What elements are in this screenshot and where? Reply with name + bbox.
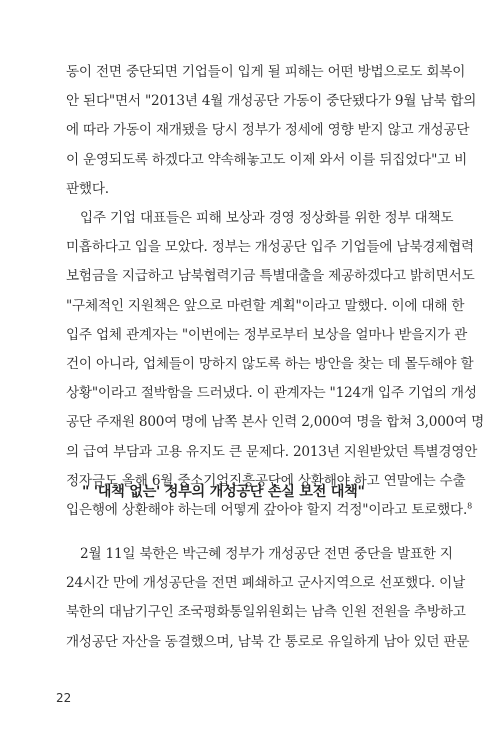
text-line: "구체적인 지원책은 앞으로 마련할 계획"이라고 말했다. 이에 대해 한 xyxy=(66,297,465,314)
text-line: 건이 아니라, 업체들이 망하지 않도록 하는 방안을 찾는 데 몰두해야 할 xyxy=(66,355,474,372)
text-line: 의 급여 부담과 고용 유지도 큰 문제다. 2013년 지원받았던 특별경영안 xyxy=(66,443,478,460)
text-line: 미흡하다고 입을 모았다. 정부는 개성공단 입주 기업들에 남북경제협력 xyxy=(66,239,474,256)
footnote-marker[interactable]: 8 xyxy=(467,501,472,511)
text-line: 입주 업체 관계자는 "이번에는 정부로부터 보상을 얼마나 받을지가 관 xyxy=(66,326,468,343)
text-line: 24시간 만에 개성공단을 전면 폐쇄하고 군사지역으로 선포했다. 이날 xyxy=(66,575,466,592)
text-line: 입주 기업 대표들은 피해 보상과 경영 정상화를 위한 정부 대책도 xyxy=(80,210,454,226)
text-line: 정자금도 올해 6월 중소기업진흥공단에 상환해야 하고 연말에는 수출 xyxy=(66,472,466,489)
text-line: 판했다. xyxy=(66,180,109,197)
text-line: 북한의 대남기구인 조국평화통일위원회는 남측 인원 전원을 추방하고 xyxy=(66,604,466,621)
page-number: 22 xyxy=(56,691,72,705)
text-line: 2월 11일 북한은 박근혜 정부가 개성공단 전면 중단을 발표한 지 xyxy=(80,546,453,562)
paragraph-company-reaction xyxy=(66,204,485,525)
text-line: 보험금을 지급하고 남북협력기금 특별대출을 제공하겠다고 밝히면서도 xyxy=(66,268,475,285)
paragraph-north-korea-response xyxy=(66,540,470,657)
text-line: 입은행에 상환해야 하는데 어떻게 갚아야 할지 걱정"이라고 토로했다. xyxy=(66,501,468,518)
text-line: 안 된다"면서 "2013년 4월 개성공단 가동이 중단됐다가 9월 남북 합의 xyxy=(66,93,477,110)
paragraph-continued xyxy=(66,58,477,204)
text-line: 동이 전면 중단되면 기업들이 입게 될 피해는 어떤 방법으로도 회복이 xyxy=(66,64,466,80)
text-line: 상황"이라고 절박함을 드러냈다. 이 관계자는 "124개 입주 기업의 개성 xyxy=(66,385,477,402)
section-heading: " '대책 없는' 정부의 개성공단 손실 보전 대책" xyxy=(82,484,365,500)
text-line: 에 따라 가동이 재개됐을 당시 정부가 정세에 영향 받지 않고 개성공단 xyxy=(66,122,470,139)
text-line: 공단 주재원 800여 명에 남쪽 본사 인력 2,000여 명을 합쳐 3,000여 명 xyxy=(66,414,485,431)
text-line: 이 운영되도록 하겠다고 약속해놓고도 이제 와서 이를 뒤집었다"고 비 xyxy=(66,151,468,168)
text-line: 개성공단 자산을 동결했으며, 남북 간 통로로 유일하게 남아 있던 판문 xyxy=(66,633,470,650)
